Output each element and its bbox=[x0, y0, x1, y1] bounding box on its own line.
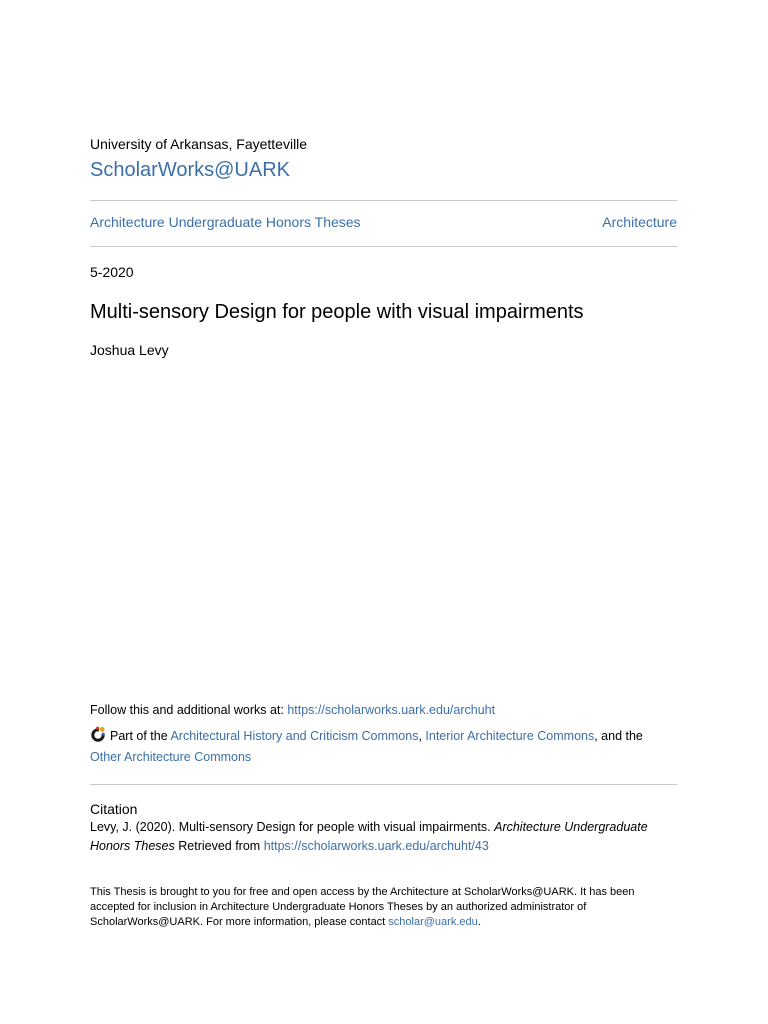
divider-citation bbox=[90, 784, 677, 785]
citation-series: Architecture Undergraduate Honors Theses bbox=[90, 820, 648, 853]
follow-text: Follow this and additional works at: bbox=[90, 703, 288, 717]
divider-top bbox=[90, 200, 677, 201]
part-of-prefix: Part of the bbox=[110, 729, 171, 743]
institution-name: University of Arkansas, Fayetteville bbox=[90, 136, 308, 152]
author-name: Joshua Levy bbox=[90, 342, 169, 358]
citation-heading: Citation bbox=[90, 801, 138, 817]
notice-end: . bbox=[477, 916, 481, 928]
citation-retrieved: Retrieved from bbox=[174, 839, 264, 853]
network-commons-icon bbox=[90, 726, 106, 742]
citation-url-link[interactable]: https://scholarworks.uark.edu/archuht/43 bbox=[263, 839, 489, 853]
contact-email-link[interactable]: scholar@uark.edu bbox=[388, 916, 478, 928]
commons-link-other[interactable]: Other Architecture Commons bbox=[90, 750, 252, 764]
part-of-sep: , bbox=[418, 729, 426, 743]
part-of-commons bbox=[90, 726, 677, 768]
notice-text: This Thesis is brought to you for free and open access by the Architecture at ScholarWorks@UARK. It has been accepted for inclusion in Architecture Undergraduate Honors Theses by an authorized administrator of ScholarWorks@UARK. For more information, please contact bbox=[90, 886, 635, 928]
citation-main: Levy, J. (2020). Multi-sensory Design for people with visual impairments. bbox=[90, 820, 495, 834]
publication-date: 5-2020 bbox=[90, 264, 134, 280]
collection-row bbox=[90, 212, 677, 232]
series-link[interactable]: Architecture Undergraduate Honors Theses bbox=[90, 214, 361, 230]
follow-line bbox=[90, 701, 677, 719]
access-notice bbox=[90, 885, 650, 930]
department-link[interactable]: Architecture bbox=[602, 214, 677, 230]
citation-text bbox=[90, 818, 677, 856]
collection-url-link[interactable]: https://scholarworks.uark.edu/archuht bbox=[287, 703, 496, 717]
part-of-and: , and the bbox=[594, 729, 643, 743]
repository-link[interactable]: ScholarWorks@UARK bbox=[90, 159, 290, 181]
divider-collection bbox=[90, 246, 677, 247]
commons-link-interior[interactable]: Interior Architecture Commons bbox=[425, 729, 595, 743]
commons-link-history[interactable]: Architectural History and Criticism Commons bbox=[170, 729, 419, 743]
document-title: Multi-sensory Design for people with visual impairments bbox=[90, 301, 584, 323]
